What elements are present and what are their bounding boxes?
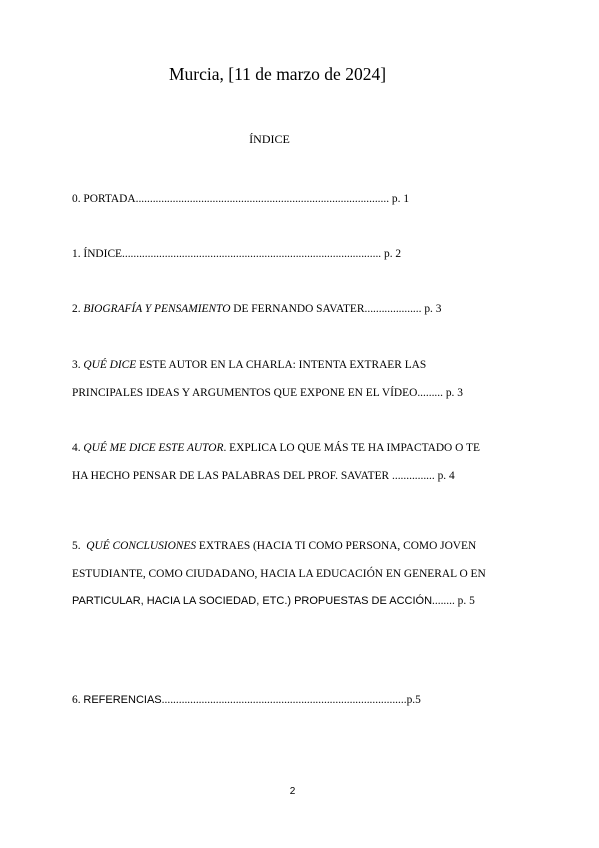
toc-entry-conclusiones-line3: PARTICULAR, HACIA LA SOCIEDAD, ETC.) PROPUESTAS DE ACCIÓN........ p. 5 [72, 595, 475, 607]
toc-entry-conclusiones: 5. QUÉ CONCLUSIONES EXTRAES (HACIA TI COMO PERSONA, COMO JOVEN [72, 540, 477, 552]
toc-entry-que-dice-line2: PRINCIPALES IDEAS Y ARGUMENTOS QUE EXPONE EN EL VÍDEO......... p. 3 [72, 387, 463, 399]
toc-entry-indice: 1. ÍNDICE........................................................................................... p. 2 [72, 248, 402, 260]
toc-entry-que-dice: 3. QUÉ DICE ESTE AUTOR EN LA CHARLA: INTENTA EXTRAER LAS [72, 359, 427, 371]
toc-entry-que-me-dice-line2: HA HECHO PENSAR DE LAS PALABRAS DEL PROF. SAVATER ............... p. 4 [72, 470, 455, 482]
toc-entry-referencias: 6. REFERENCIAS......................................................................................p.5 [72, 694, 421, 706]
toc-entry-biografia: 2. BIOGRAFÍA Y PENSAMIENTO DE FERNANDO SAVATER.................... p. 3 [72, 303, 442, 315]
toc-entry-conclusiones-line2: ESTUDIANTE, COMO CIUDADANO, HACIA LA EDUCACIÓN EN GENERAL O EN [72, 568, 486, 580]
page-number: 2 [289, 786, 296, 797]
toc-entry-portada: 0. PORTADA......................................................................................... p. 1 [72, 193, 410, 205]
toc-entry-que-me-dice: 4. QUÉ ME DICE ESTE AUTOR. EXPLICA LO QUE MÁS TE HA IMPACTADO O TE [72, 442, 480, 454]
index-title: ÍNDICE [249, 132, 290, 146]
location-date-heading: Murcia, [11 de marzo de 2024] [168, 64, 387, 84]
